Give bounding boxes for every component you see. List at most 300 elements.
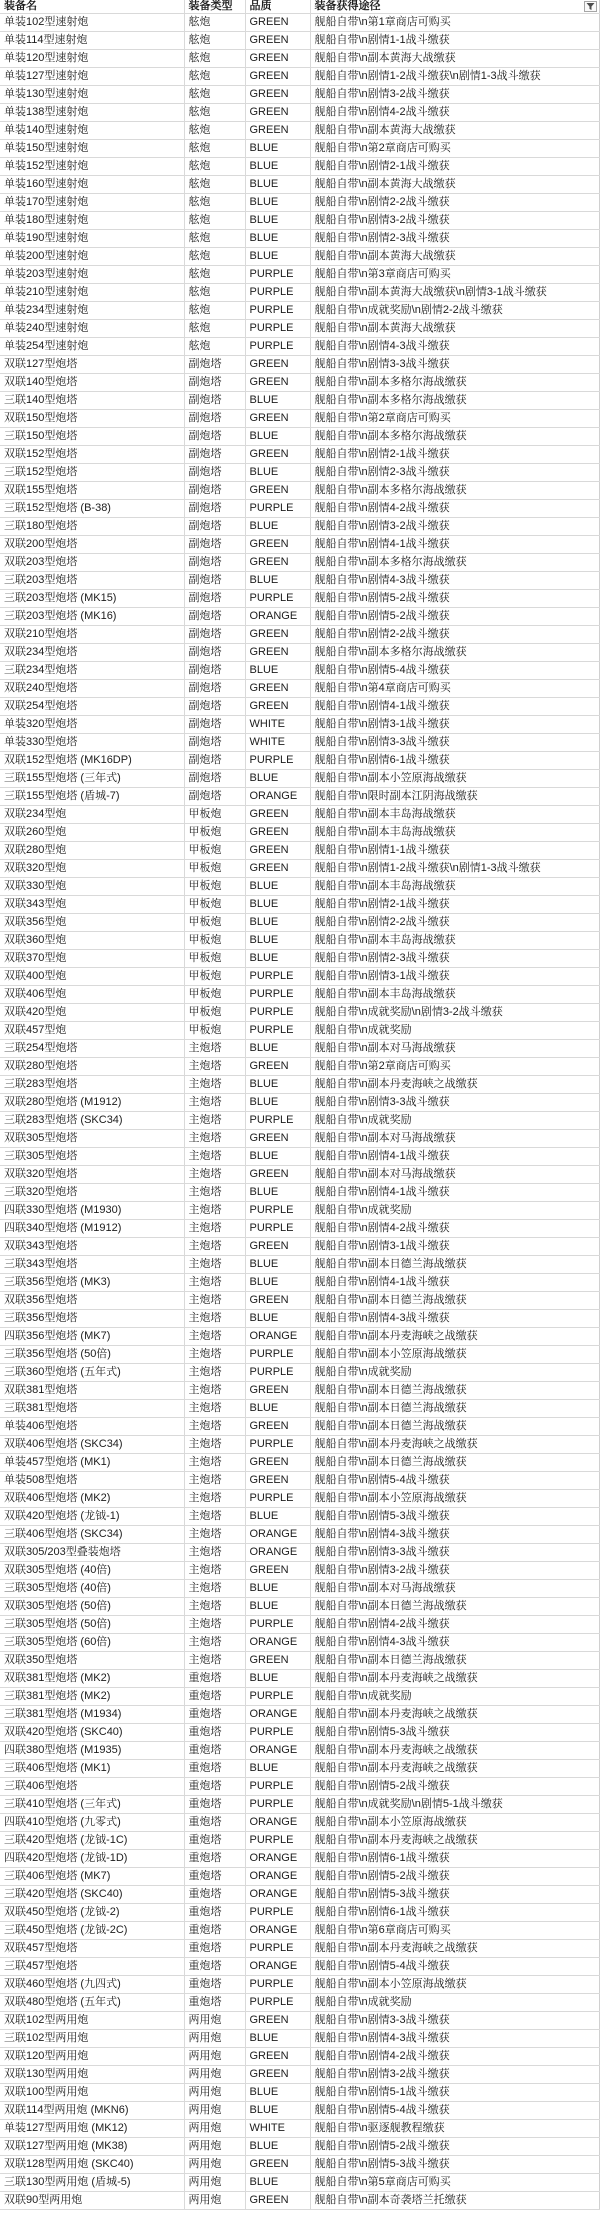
cell-acquisition[interactable]: 舰船自带\n副本丹麦海峡之战缴获	[310, 1436, 599, 1454]
cell-equipment-name[interactable]: 双联152型炮塔 (MK16DP)	[0, 752, 184, 770]
cell-quality[interactable]: ORANGE	[245, 608, 310, 626]
cell-quality[interactable]: GREEN	[245, 122, 310, 140]
cell-equipment-type[interactable]: 主炮塔	[184, 1184, 245, 1202]
cell-equipment-name[interactable]: 三联381型炮塔 (MK2)	[0, 1688, 184, 1706]
cell-equipment-name[interactable]: 单装406型炮塔	[0, 1418, 184, 1436]
cell-quality[interactable]: BLUE	[245, 1508, 310, 1526]
cell-equipment-type[interactable]: 舷炮	[184, 230, 245, 248]
cell-equipment-type[interactable]: 主炮塔	[184, 1508, 245, 1526]
cell-quality[interactable]: GREEN	[245, 860, 310, 878]
cell-acquisition[interactable]: 舰船自带\n剧情4-1战斗缴获	[310, 1274, 599, 1292]
cell-acquisition[interactable]: 舰船自带\n剧情4-1战斗缴获	[310, 1184, 599, 1202]
cell-acquisition[interactable]: 舰船自带\n第4章商店可购买	[310, 680, 599, 698]
cell-equipment-name[interactable]: 三联155型炮塔 (三年式)	[0, 770, 184, 788]
cell-equipment-name[interactable]: 双联305型炮塔 (40倍)	[0, 1562, 184, 1580]
cell-quality[interactable]: PURPLE	[245, 1778, 310, 1796]
cell-equipment-name[interactable]: 双联350型炮塔	[0, 1652, 184, 1670]
cell-quality[interactable]: ORANGE	[245, 1742, 310, 1760]
cell-quality[interactable]: ORANGE	[245, 1706, 310, 1724]
cell-quality[interactable]: PURPLE	[245, 1796, 310, 1814]
cell-equipment-name[interactable]: 双联280型炮塔	[0, 1058, 184, 1076]
cell-acquisition[interactable]: 舰船自带\n副本小笠原海战缴获	[310, 1976, 599, 1994]
cell-equipment-type[interactable]: 副炮塔	[184, 572, 245, 590]
cell-acquisition[interactable]: 舰船自带\n副本小笠原海战缴获	[310, 1490, 599, 1508]
cell-equipment-name[interactable]: 三联406型炮塔 (SKC34)	[0, 1526, 184, 1544]
cell-equipment-name[interactable]: 四联356型炮塔 (MK7)	[0, 1328, 184, 1346]
cell-quality[interactable]: PURPLE	[245, 1490, 310, 1508]
cell-equipment-name[interactable]: 三联283型炮塔	[0, 1076, 184, 1094]
cell-equipment-name[interactable]: 三联203型炮塔 (MK15)	[0, 590, 184, 608]
cell-quality[interactable]: GREEN	[245, 1166, 310, 1184]
cell-equipment-type[interactable]: 副炮塔	[184, 608, 245, 626]
cell-equipment-type[interactable]: 主炮塔	[184, 1544, 245, 1562]
cell-acquisition[interactable]: 舰船自带\n剧情2-2战斗缴获	[310, 194, 599, 212]
cell-equipment-type[interactable]: 主炮塔	[184, 1364, 245, 1382]
cell-acquisition[interactable]: 舰船自带\n第1章商店可购买	[310, 14, 599, 32]
cell-quality[interactable]: BLUE	[245, 428, 310, 446]
cell-equipment-type[interactable]: 主炮塔	[184, 1166, 245, 1184]
cell-acquisition[interactable]: 舰船自带\n剧情4-2战斗缴获	[310, 500, 599, 518]
cell-equipment-name[interactable]: 双联127型炮塔	[0, 356, 184, 374]
cell-acquisition[interactable]: 舰船自带\n剧情2-3战斗缴获	[310, 230, 599, 248]
cell-quality[interactable]: GREEN	[245, 1562, 310, 1580]
cell-quality[interactable]: BLUE	[245, 194, 310, 212]
cell-quality[interactable]: BLUE	[245, 878, 310, 896]
cell-quality[interactable]: PURPLE	[245, 338, 310, 356]
cell-equipment-name[interactable]: 双联370型炮	[0, 950, 184, 968]
cell-acquisition[interactable]: 舰船自带\n剧情5-4战斗缴获	[310, 662, 599, 680]
cell-equipment-name[interactable]: 四联410型炮塔 (九零式)	[0, 1814, 184, 1832]
cell-equipment-type[interactable]: 副炮塔	[184, 392, 245, 410]
cell-acquisition[interactable]: 舰船自带\n剧情4-1战斗缴获	[310, 1148, 599, 1166]
cell-equipment-name[interactable]: 三联102型两用炮	[0, 2030, 184, 2048]
cell-acquisition[interactable]: 舰船自带\n副本多格尔海战缴获	[310, 482, 599, 500]
cell-equipment-name[interactable]: 双联406型炮塔 (SKC34)	[0, 1436, 184, 1454]
cell-acquisition[interactable]: 舰船自带\n第2章商店可购买	[310, 140, 599, 158]
cell-acquisition[interactable]: 舰船自带\n剧情4-3战斗缴获	[310, 1310, 599, 1328]
cell-equipment-name[interactable]: 双联457型炮	[0, 1022, 184, 1040]
cell-acquisition[interactable]: 舰船自带\n剧情4-3战斗缴获	[310, 1634, 599, 1652]
cell-equipment-name[interactable]: 双联381型炮塔	[0, 1382, 184, 1400]
cell-equipment-type[interactable]: 舷炮	[184, 248, 245, 266]
cell-acquisition[interactable]: 舰船自带\n副本对马海战缴获	[310, 1130, 599, 1148]
cell-equipment-type[interactable]: 甲板炮	[184, 878, 245, 896]
cell-acquisition[interactable]: 舰船自带\n副本多格尔海战缴获	[310, 392, 599, 410]
cell-quality[interactable]: PURPLE	[245, 500, 310, 518]
cell-acquisition[interactable]: 舰船自带\n剧情2-2战斗缴获	[310, 626, 599, 644]
cell-equipment-name[interactable]: 三联381型炮塔 (M1934)	[0, 1706, 184, 1724]
cell-quality[interactable]: PURPLE	[245, 320, 310, 338]
cell-quality[interactable]: PURPLE	[245, 1688, 310, 1706]
cell-acquisition[interactable]: 舰船自带\n成就奖励	[310, 1688, 599, 1706]
cell-acquisition[interactable]: 舰船自带\n剧情3-3战斗缴获	[310, 734, 599, 752]
cell-quality[interactable]: PURPLE	[245, 266, 310, 284]
cell-equipment-type[interactable]: 舷炮	[184, 212, 245, 230]
cell-acquisition[interactable]: 舰船自带\n副本黄海大战缴获	[310, 176, 599, 194]
cell-equipment-name[interactable]: 双联200型炮塔	[0, 536, 184, 554]
cell-quality[interactable]: BLUE	[245, 1580, 310, 1598]
cell-equipment-name[interactable]: 双联280型炮	[0, 842, 184, 860]
cell-acquisition[interactable]: 舰船自带\n副本丹麦海峡之战缴获	[310, 1742, 599, 1760]
cell-equipment-type[interactable]: 甲板炮	[184, 896, 245, 914]
cell-acquisition[interactable]: 舰船自带\n第3章商店可购买	[310, 266, 599, 284]
cell-acquisition[interactable]: 舰船自带\n副本多格尔海战缴获	[310, 554, 599, 572]
cell-equipment-type[interactable]: 两用炮	[184, 2156, 245, 2174]
cell-quality[interactable]: ORANGE	[245, 1814, 310, 1832]
cell-acquisition[interactable]: 舰船自带\n成就奖励	[310, 1364, 599, 1382]
cell-equipment-type[interactable]: 舷炮	[184, 14, 245, 32]
cell-quality[interactable]: GREEN	[245, 68, 310, 86]
cell-equipment-type[interactable]: 两用炮	[184, 2048, 245, 2066]
cell-acquisition[interactable]: 舰船自带\n剧情3-2战斗缴获	[310, 1562, 599, 1580]
cell-equipment-type[interactable]: 舷炮	[184, 86, 245, 104]
cell-equipment-name[interactable]: 双联356型炮	[0, 914, 184, 932]
cell-equipment-name[interactable]: 双联128型两用炮 (SKC40)	[0, 2156, 184, 2174]
cell-equipment-name[interactable]: 三联320型炮塔	[0, 1184, 184, 1202]
cell-equipment-name[interactable]: 双联150型炮塔	[0, 410, 184, 428]
cell-equipment-type[interactable]: 主炮塔	[184, 1094, 245, 1112]
cell-quality[interactable]: BLUE	[245, 230, 310, 248]
cell-equipment-name[interactable]: 单装150型速射炮	[0, 140, 184, 158]
cell-acquisition[interactable]: 舰船自带\n副本多格尔海战缴获	[310, 644, 599, 662]
cell-quality[interactable]: GREEN	[245, 1472, 310, 1490]
cell-acquisition[interactable]: 舰船自带\n剧情5-3战斗缴获	[310, 1886, 599, 1904]
cell-equipment-type[interactable]: 副炮塔	[184, 626, 245, 644]
cell-equipment-type[interactable]: 主炮塔	[184, 1076, 245, 1094]
cell-acquisition[interactable]: 舰船自带\n副本日德兰海战缴获	[310, 1292, 599, 1310]
cell-acquisition[interactable]: 舰船自带\n剧情5-3战斗缴获	[310, 1724, 599, 1742]
cell-equipment-name[interactable]: 单装170型速射炮	[0, 194, 184, 212]
cell-acquisition[interactable]: 舰船自带\n副本丹麦海峡之战缴获	[310, 1328, 599, 1346]
cell-equipment-name[interactable]: 三联356型炮塔	[0, 1310, 184, 1328]
cell-equipment-name[interactable]: 双联343型炮	[0, 896, 184, 914]
cell-equipment-name[interactable]: 双联320型炮塔	[0, 1166, 184, 1184]
cell-equipment-name[interactable]: 单装114型速射炮	[0, 32, 184, 50]
cell-acquisition[interactable]: 舰船自带\n剧情4-3战斗缴获	[310, 1526, 599, 1544]
cell-equipment-name[interactable]: 双联234型炮塔	[0, 644, 184, 662]
cell-equipment-type[interactable]: 重炮塔	[184, 1760, 245, 1778]
cell-equipment-name[interactable]: 三联410型炮塔 (三年式)	[0, 1796, 184, 1814]
cell-quality[interactable]: GREEN	[245, 680, 310, 698]
cell-equipment-type[interactable]: 副炮塔	[184, 428, 245, 446]
cell-equipment-type[interactable]: 主炮塔	[184, 1562, 245, 1580]
cell-quality[interactable]: GREEN	[245, 104, 310, 122]
cell-equipment-name[interactable]: 三联254型炮塔	[0, 1040, 184, 1058]
cell-quality[interactable]: BLUE	[245, 1274, 310, 1292]
cell-quality[interactable]: BLUE	[245, 1670, 310, 1688]
cell-quality[interactable]: BLUE	[245, 2030, 310, 2048]
cell-equipment-type[interactable]: 甲板炮	[184, 824, 245, 842]
cell-acquisition[interactable]: 舰船自带\n副本对马海战缴获	[310, 1580, 599, 1598]
cell-acquisition[interactable]: 舰船自带\n剧情5-4战斗缴获	[310, 1958, 599, 1976]
cell-acquisition[interactable]: 舰船自带\n剧情3-1战斗缴获	[310, 716, 599, 734]
cell-equipment-type[interactable]: 主炮塔	[184, 1436, 245, 1454]
cell-acquisition[interactable]: 舰船自带\n副本丹麦海峡之战缴获	[310, 1670, 599, 1688]
cell-quality[interactable]: GREEN	[245, 1418, 310, 1436]
cell-equipment-type[interactable]: 重炮塔	[184, 1850, 245, 1868]
cell-quality[interactable]: GREEN	[245, 86, 310, 104]
cell-equipment-type[interactable]: 主炮塔	[184, 1148, 245, 1166]
cell-acquisition[interactable]: 舰船自带\n副本黄海大战缴获	[310, 122, 599, 140]
cell-quality[interactable]: BLUE	[245, 1148, 310, 1166]
cell-equipment-name[interactable]: 三联406型炮塔 (MK1)	[0, 1760, 184, 1778]
cell-equipment-name[interactable]: 三联305型炮塔 (60倍)	[0, 1634, 184, 1652]
cell-acquisition[interactable]: 舰船自带\n剧情5-2战斗缴获	[310, 1778, 599, 1796]
cell-acquisition[interactable]: 舰船自带\n剧情4-1战斗缴获	[310, 698, 599, 716]
cell-acquisition[interactable]: 舰船自带\n副本丹麦海峡之战缴获	[310, 1940, 599, 1958]
cell-acquisition[interactable]: 舰船自带\n剧情2-2战斗缴获	[310, 914, 599, 932]
cell-quality[interactable]: WHITE	[245, 734, 310, 752]
cell-quality[interactable]: GREEN	[245, 1130, 310, 1148]
cell-equipment-name[interactable]: 三联283型炮塔 (SKC34)	[0, 1112, 184, 1130]
cell-equipment-type[interactable]: 重炮塔	[184, 1976, 245, 1994]
cell-equipment-name[interactable]: 单装138型速射炮	[0, 104, 184, 122]
cell-equipment-type[interactable]: 主炮塔	[184, 1220, 245, 1238]
cell-equipment-type[interactable]: 主炮塔	[184, 1130, 245, 1148]
cell-equipment-type[interactable]: 重炮塔	[184, 1670, 245, 1688]
cell-equipment-type[interactable]: 副炮塔	[184, 446, 245, 464]
cell-acquisition[interactable]: 舰船自带\n副本多格尔海战缴获	[310, 428, 599, 446]
cell-quality[interactable]: GREEN	[245, 410, 310, 428]
cell-quality[interactable]: GREEN	[245, 446, 310, 464]
cell-quality[interactable]: BLUE	[245, 914, 310, 932]
cell-equipment-name[interactable]: 单装180型速射炮	[0, 212, 184, 230]
cell-equipment-type[interactable]: 舷炮	[184, 320, 245, 338]
cell-quality[interactable]: BLUE	[245, 518, 310, 536]
cell-equipment-name[interactable]: 单装330型炮塔	[0, 734, 184, 752]
cell-equipment-type[interactable]: 副炮塔	[184, 734, 245, 752]
cell-acquisition[interactable]: 舰船自带\n副本丹麦海峡之战缴获	[310, 1706, 599, 1724]
cell-equipment-name[interactable]: 单装210型速射炮	[0, 284, 184, 302]
cell-equipment-name[interactable]: 三联343型炮塔	[0, 1256, 184, 1274]
cell-acquisition[interactable]: 舰船自带\n剧情3-3战斗缴获	[310, 1544, 599, 1562]
cell-quality[interactable]: GREEN	[245, 1382, 310, 1400]
cell-equipment-name[interactable]: 单装152型速射炮	[0, 158, 184, 176]
cell-quality[interactable]: BLUE	[245, 950, 310, 968]
cell-equipment-type[interactable]: 副炮塔	[184, 356, 245, 374]
cell-equipment-type[interactable]: 副炮塔	[184, 374, 245, 392]
cell-equipment-name[interactable]: 单装254型速射炮	[0, 338, 184, 356]
cell-equipment-name[interactable]: 双联102型两用炮	[0, 2012, 184, 2030]
cell-quality[interactable]: PURPLE	[245, 968, 310, 986]
cell-acquisition[interactable]: 舰船自带\n剧情5-2战斗缴获	[310, 2138, 599, 2156]
cell-acquisition[interactable]: 舰船自带\n副本黄海大战缴获	[310, 320, 599, 338]
cell-equipment-name[interactable]: 三联234型炮塔	[0, 662, 184, 680]
cell-quality[interactable]: GREEN	[245, 2156, 310, 2174]
cell-acquisition[interactable]: 舰船自带\n剧情4-3战斗缴获	[310, 338, 599, 356]
cell-quality[interactable]: GREEN	[245, 842, 310, 860]
cell-equipment-type[interactable]: 舷炮	[184, 302, 245, 320]
cell-equipment-name[interactable]: 双联114型两用炮 (MKN6)	[0, 2102, 184, 2120]
cell-acquisition[interactable]: 舰船自带\n成就奖励\n剧情2-2战斗缴获	[310, 302, 599, 320]
cell-quality[interactable]: PURPLE	[245, 1220, 310, 1238]
cell-equipment-name[interactable]: 三联305型炮塔 (50倍)	[0, 1616, 184, 1634]
cell-equipment-name[interactable]: 三联130型两用炮 (盾城-5)	[0, 2174, 184, 2192]
cell-equipment-type[interactable]: 重炮塔	[184, 1994, 245, 2012]
cell-equipment-type[interactable]: 副炮塔	[184, 770, 245, 788]
cell-equipment-type[interactable]: 甲板炮	[184, 932, 245, 950]
cell-equipment-type[interactable]: 副炮塔	[184, 410, 245, 428]
cell-quality[interactable]: ORANGE	[245, 1526, 310, 1544]
cell-quality[interactable]: GREEN	[245, 1454, 310, 1472]
cell-equipment-type[interactable]: 甲板炮	[184, 968, 245, 986]
cell-equipment-name[interactable]: 四联380型炮塔 (M1935)	[0, 1742, 184, 1760]
cell-acquisition[interactable]: 舰船自带\n副本奇袭塔兰托缴获	[310, 2192, 599, 2210]
cell-equipment-type[interactable]: 主炮塔	[184, 1472, 245, 1490]
cell-equipment-type[interactable]: 两用炮	[184, 2012, 245, 2030]
cell-acquisition[interactable]: 舰船自带\n副本黄海大战缴获	[310, 248, 599, 266]
cell-quality[interactable]: BLUE	[245, 1184, 310, 1202]
cell-quality[interactable]: PURPLE	[245, 302, 310, 320]
column-header-acquisition[interactable]	[310, 0, 599, 14]
cell-equipment-name[interactable]: 双联381型炮塔 (MK2)	[0, 1670, 184, 1688]
cell-equipment-type[interactable]: 重炮塔	[184, 1778, 245, 1796]
cell-equipment-name[interactable]: 三联381型炮塔	[0, 1400, 184, 1418]
cell-equipment-name[interactable]: 三联150型炮塔	[0, 428, 184, 446]
cell-equipment-name[interactable]: 双联130型两用炮	[0, 2066, 184, 2084]
cell-acquisition[interactable]: 舰船自带\n第5章商店可购买	[310, 2174, 599, 2192]
cell-acquisition[interactable]: 舰船自带\n剧情1-2战斗缴获\n剧情1-3战斗缴获	[310, 860, 599, 878]
cell-quality[interactable]: BLUE	[245, 158, 310, 176]
cell-quality[interactable]: ORANGE	[245, 1868, 310, 1886]
cell-acquisition[interactable]: 舰船自带\n剧情3-2战斗缴获	[310, 86, 599, 104]
cell-acquisition[interactable]: 舰船自带\n剧情4-2战斗缴获	[310, 2048, 599, 2066]
cell-acquisition[interactable]: 舰船自带\n剧情4-2战斗缴获	[310, 1616, 599, 1634]
cell-equipment-type[interactable]: 甲板炮	[184, 860, 245, 878]
cell-quality[interactable]: BLUE	[245, 140, 310, 158]
cell-equipment-type[interactable]: 主炮塔	[184, 1598, 245, 1616]
cell-quality[interactable]: GREEN	[245, 2192, 310, 2210]
cell-acquisition[interactable]: 舰船自带\n剧情5-2战斗缴获	[310, 608, 599, 626]
cell-quality[interactable]: PURPLE	[245, 1724, 310, 1742]
cell-acquisition[interactable]: 舰船自带\n成就奖励	[310, 1994, 599, 2012]
cell-equipment-type[interactable]: 舷炮	[184, 32, 245, 50]
cell-equipment-type[interactable]: 甲板炮	[184, 986, 245, 1004]
cell-equipment-type[interactable]: 重炮塔	[184, 1868, 245, 1886]
cell-equipment-type[interactable]: 两用炮	[184, 2192, 245, 2210]
cell-quality[interactable]: GREEN	[245, 626, 310, 644]
cell-equipment-type[interactable]: 两用炮	[184, 2102, 245, 2120]
cell-equipment-type[interactable]: 主炮塔	[184, 1490, 245, 1508]
cell-quality[interactable]: GREEN	[245, 824, 310, 842]
cell-quality[interactable]: GREEN	[245, 806, 310, 824]
cell-equipment-type[interactable]: 主炮塔	[184, 1346, 245, 1364]
cell-equipment-type[interactable]: 主炮塔	[184, 1238, 245, 1256]
cell-acquisition[interactable]: 舰船自带\n剧情6-1战斗缴获	[310, 1904, 599, 1922]
cell-equipment-name[interactable]: 三联406型炮塔 (MK7)	[0, 1868, 184, 1886]
cell-equipment-name[interactable]: 双联360型炮	[0, 932, 184, 950]
cell-equipment-name[interactable]: 单装320型炮塔	[0, 716, 184, 734]
cell-acquisition[interactable]: 舰船自带\n副本日德兰海战缴获	[310, 1598, 599, 1616]
cell-quality[interactable]: BLUE	[245, 2138, 310, 2156]
cell-acquisition[interactable]: 舰船自带\n副本丹麦海峡之战缴获	[310, 1076, 599, 1094]
cell-equipment-type[interactable]: 副炮塔	[184, 788, 245, 806]
cell-equipment-name[interactable]: 双联305型炮塔 (50倍)	[0, 1598, 184, 1616]
cell-equipment-name[interactable]: 双联210型炮塔	[0, 626, 184, 644]
cell-quality[interactable]: PURPLE	[245, 986, 310, 1004]
cell-equipment-type[interactable]: 甲板炮	[184, 950, 245, 968]
cell-acquisition[interactable]: 舰船自带\n副本小笠原海战缴获	[310, 770, 599, 788]
cell-equipment-type[interactable]: 舷炮	[184, 176, 245, 194]
cell-equipment-name[interactable]: 双联400型炮	[0, 968, 184, 986]
cell-quality[interactable]: PURPLE	[245, 284, 310, 302]
cell-quality[interactable]: BLUE	[245, 1598, 310, 1616]
cell-quality[interactable]: BLUE	[245, 2174, 310, 2192]
cell-equipment-name[interactable]: 双联420型炮塔 (SKC40)	[0, 1724, 184, 1742]
cell-quality[interactable]: WHITE	[245, 716, 310, 734]
cell-quality[interactable]: ORANGE	[245, 1328, 310, 1346]
cell-equipment-name[interactable]: 双联203型炮塔	[0, 554, 184, 572]
cell-equipment-name[interactable]: 单装127型速射炮	[0, 68, 184, 86]
cell-equipment-type[interactable]: 主炮塔	[184, 1256, 245, 1274]
cell-equipment-type[interactable]: 重炮塔	[184, 1688, 245, 1706]
cell-equipment-type[interactable]: 重炮塔	[184, 1940, 245, 1958]
cell-equipment-type[interactable]: 舷炮	[184, 104, 245, 122]
cell-acquisition[interactable]: 舰船自带\n剧情2-1战斗缴获	[310, 896, 599, 914]
cell-acquisition[interactable]: 舰船自带\n剧情2-1战斗缴获	[310, 158, 599, 176]
cell-equipment-name[interactable]: 双联406型炮	[0, 986, 184, 1004]
cell-acquisition[interactable]: 舰船自带\n剧情6-1战斗缴获	[310, 1850, 599, 1868]
cell-equipment-type[interactable]: 重炮塔	[184, 1922, 245, 1940]
cell-acquisition[interactable]: 舰船自带\n剧情3-2战斗缴获	[310, 518, 599, 536]
cell-equipment-type[interactable]: 主炮塔	[184, 1454, 245, 1472]
cell-equipment-name[interactable]: 单装102型速射炮	[0, 14, 184, 32]
cell-quality[interactable]: GREEN	[245, 1238, 310, 1256]
cell-acquisition[interactable]: 舰船自带\n剧情3-3战斗缴获	[310, 1094, 599, 1112]
cell-quality[interactable]: PURPLE	[245, 752, 310, 770]
cell-acquisition[interactable]: 舰船自带\n驱逐舰教程缴获	[310, 2120, 599, 2138]
cell-acquisition[interactable]: 舰船自带\n剧情1-1战斗缴获	[310, 842, 599, 860]
cell-quality[interactable]: PURPLE	[245, 1364, 310, 1382]
cell-equipment-name[interactable]: 双联420型炮塔 (龙钺-1)	[0, 1508, 184, 1526]
cell-equipment-name[interactable]: 三联406型炮塔	[0, 1778, 184, 1796]
cell-equipment-name[interactable]: 双联305/203型叠装炮塔	[0, 1544, 184, 1562]
cell-equipment-name[interactable]: 单装240型速射炮	[0, 320, 184, 338]
cell-quality[interactable]: ORANGE	[245, 788, 310, 806]
cell-equipment-name[interactable]: 单装234型速射炮	[0, 302, 184, 320]
cell-quality[interactable]: GREEN	[245, 374, 310, 392]
column-header-quality[interactable]: 品质	[245, 0, 310, 14]
cell-equipment-type[interactable]: 重炮塔	[184, 1814, 245, 1832]
cell-acquisition[interactable]: 舰船自带\n剧情5-2战斗缴获	[310, 1868, 599, 1886]
cell-acquisition[interactable]: 舰船自带\n副本丹麦海峡之战缴获	[310, 1832, 599, 1850]
cell-equipment-type[interactable]: 甲板炮	[184, 806, 245, 824]
cell-quality[interactable]: BLUE	[245, 662, 310, 680]
cell-equipment-name[interactable]: 双联330型炮	[0, 878, 184, 896]
cell-equipment-name[interactable]: 双联460型炮塔 (九四式)	[0, 1976, 184, 1994]
cell-quality[interactable]: BLUE	[245, 1094, 310, 1112]
cell-quality[interactable]: BLUE	[245, 1400, 310, 1418]
cell-equipment-name[interactable]: 单装200型速射炮	[0, 248, 184, 266]
cell-quality[interactable]: BLUE	[245, 932, 310, 950]
cell-acquisition[interactable]: 舰船自带\n成就奖励	[310, 1112, 599, 1130]
cell-quality[interactable]: BLUE	[245, 896, 310, 914]
cell-quality[interactable]: PURPLE	[245, 1976, 310, 1994]
cell-equipment-type[interactable]: 重炮塔	[184, 1904, 245, 1922]
cell-equipment-name[interactable]: 双联343型炮塔	[0, 1238, 184, 1256]
cell-equipment-type[interactable]: 主炮塔	[184, 1292, 245, 1310]
cell-equipment-type[interactable]: 副炮塔	[184, 716, 245, 734]
cell-quality[interactable]: BLUE	[245, 2084, 310, 2102]
cell-quality[interactable]: GREEN	[245, 554, 310, 572]
cell-quality[interactable]: BLUE	[245, 1076, 310, 1094]
cell-quality[interactable]: GREEN	[245, 1292, 310, 1310]
cell-equipment-name[interactable]: 双联152型炮塔	[0, 446, 184, 464]
cell-quality[interactable]: ORANGE	[245, 1634, 310, 1652]
cell-equipment-type[interactable]: 两用炮	[184, 2120, 245, 2138]
cell-quality[interactable]: PURPLE	[245, 1904, 310, 1922]
cell-equipment-type[interactable]: 副炮塔	[184, 536, 245, 554]
